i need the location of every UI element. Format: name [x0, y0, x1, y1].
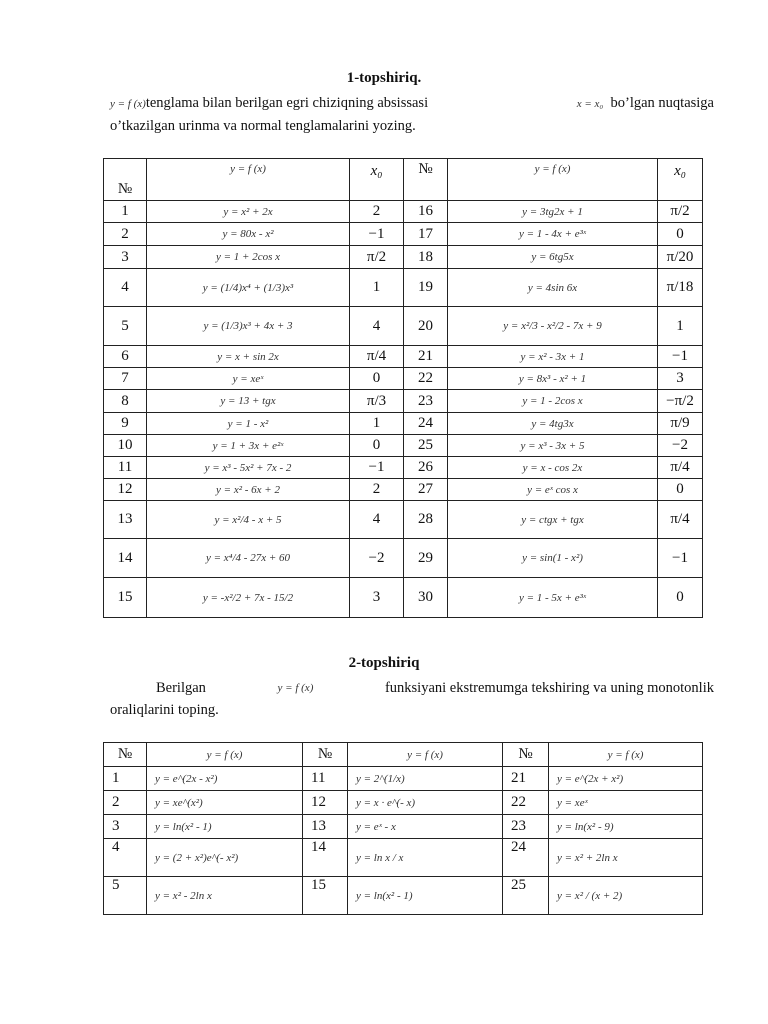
header-fx: y = f (x): [147, 159, 350, 201]
task1-instructions: [110, 92, 714, 137]
x0-cell: π/4: [658, 457, 703, 479]
function-cell: y = 4sin 6x: [448, 269, 658, 307]
function-cell: y = 4tg3x: [448, 413, 658, 435]
function-cell: y = sin(1 - x²): [448, 539, 658, 578]
table-row: [104, 839, 703, 877]
table-row: [104, 501, 703, 539]
x0-cell: −1: [350, 223, 404, 246]
function-cell: y = ln x / x: [348, 839, 503, 877]
task2-text-c: oraliqlarini toping.: [110, 702, 219, 718]
function-cell: y = -x²/2 + 7x - 15/2: [147, 578, 350, 618]
task2-text-a: Berilgan: [156, 680, 206, 696]
row-number: 9: [104, 413, 147, 435]
function-cell: y = 8x³ - x² + 1: [448, 368, 658, 390]
function-cell: y = x · e^(- x): [348, 791, 503, 815]
function-cell: y = 80x - x²: [147, 223, 350, 246]
task1-table: [103, 158, 703, 618]
table-row: [104, 457, 703, 479]
x0-cell: 1: [658, 307, 703, 346]
row-number: 20: [404, 307, 448, 346]
function-cell: y = 1 - 5x + e³ˣ: [448, 578, 658, 618]
header-num: №: [104, 743, 147, 767]
function-cell: y = xe^(x²): [147, 791, 303, 815]
function-cell: y = ctgx + tgx: [448, 501, 658, 539]
function-cell: y = ln(x² - 1): [348, 877, 503, 915]
x0-cell: π/20: [658, 246, 703, 269]
x0-cell: −1: [658, 539, 703, 578]
function-cell: y = 1 - x²: [147, 413, 350, 435]
row-number: 1: [104, 767, 147, 791]
x0-cell: 0: [658, 479, 703, 501]
task1-text-b: bo’lgan nuqtasiga: [610, 95, 714, 111]
function-cell: y = 2^(1/x): [348, 767, 503, 791]
row-number: 23: [503, 815, 549, 839]
function-cell: y = x²/3 - x²/2 - 7x + 9: [448, 307, 658, 346]
row-number: 2: [104, 223, 147, 246]
row-number: 3: [104, 246, 147, 269]
row-number: 10: [104, 435, 147, 457]
x0-cell: π/4: [350, 346, 404, 368]
row-number: 12: [104, 479, 147, 501]
task2-instructions: [110, 677, 714, 721]
row-number: 15: [104, 578, 147, 618]
x0-cell: −2: [350, 539, 404, 578]
table-header-row: [104, 743, 703, 767]
x0-cell: 2: [350, 201, 404, 223]
function-cell: y = (1/3)x³ + 4x + 3: [147, 307, 350, 346]
x0-cell: π/18: [658, 269, 703, 307]
table-row: [104, 246, 703, 269]
x0-cell: 4: [350, 501, 404, 539]
row-number: 2: [104, 791, 147, 815]
row-number: 7: [104, 368, 147, 390]
function-cell: y = x² - 3x + 1: [448, 346, 658, 368]
function-cell: y = (1/4)x⁴ + (1/3)x³: [147, 269, 350, 307]
task2-table: [103, 742, 703, 915]
row-number: 21: [404, 346, 448, 368]
function-cell: y = e^(2x - x²): [147, 767, 303, 791]
row-number: 22: [404, 368, 448, 390]
header-fx: y = f (x): [147, 743, 303, 767]
function-cell: y = x² + 2ln x: [549, 839, 703, 877]
row-number: 6: [104, 346, 147, 368]
x0-cell: π/2: [350, 246, 404, 269]
function-cell: y = x³ - 5x² + 7x - 2: [147, 457, 350, 479]
row-number: 27: [404, 479, 448, 501]
row-number: 4: [104, 269, 147, 307]
row-number: 17: [404, 223, 448, 246]
table-row: [104, 767, 703, 791]
header-fx-2: y = f (x): [348, 743, 503, 767]
x0-cell: π/2: [658, 201, 703, 223]
row-number: 13: [104, 501, 147, 539]
x0-cell: −1: [658, 346, 703, 368]
x0-cell: −π/2: [658, 390, 703, 413]
table-row: [104, 578, 703, 618]
x0-cell: −1: [350, 457, 404, 479]
function-cell: y = x² - 6x + 2: [147, 479, 350, 501]
x0-cell: 0: [350, 435, 404, 457]
table-row: [104, 413, 703, 435]
function-cell: y = ln(x² - 1): [147, 815, 303, 839]
x0-cell: 1: [350, 413, 404, 435]
header-num-2: №: [404, 159, 448, 201]
row-number: 21: [503, 767, 549, 791]
function-cell: y = 1 - 2cos x: [448, 390, 658, 413]
row-number: 16: [404, 201, 448, 223]
task2-title: 2-topshiriq: [348, 655, 420, 671]
function-cell: y = x²/4 - x + 5: [147, 501, 350, 539]
header-num-3: №: [503, 743, 549, 767]
row-number: 26: [404, 457, 448, 479]
function-cell: y = 1 + 3x + e²ˣ: [147, 435, 350, 457]
header-fx-3: y = f (x): [549, 743, 703, 767]
x0-cell: 1: [350, 269, 404, 307]
x0-cell: π/9: [658, 413, 703, 435]
row-number: 22: [503, 791, 549, 815]
row-number: 24: [404, 413, 448, 435]
function-cell: y = e^(2x + x²): [549, 767, 703, 791]
function-cell: y = ln(x² - 9): [549, 815, 703, 839]
row-number: 15: [303, 877, 348, 915]
row-number: 14: [303, 839, 348, 877]
table-row: [104, 307, 703, 346]
row-number: 1: [104, 201, 147, 223]
table-row: [104, 390, 703, 413]
table-row: [104, 877, 703, 915]
row-number: 18: [404, 246, 448, 269]
function-cell: y = eˣ cos x: [448, 479, 658, 501]
function-cell: y = x - cos 2x: [448, 457, 658, 479]
table-header-row: [104, 159, 703, 201]
function-cell: y = xeˣ: [147, 368, 350, 390]
row-number: 28: [404, 501, 448, 539]
row-number: 3: [104, 815, 147, 839]
table-row: [104, 269, 703, 307]
x0-cell: 0: [658, 578, 703, 618]
header-num-2: №: [303, 743, 348, 767]
row-number: 8: [104, 390, 147, 413]
x0-cell: 4: [350, 307, 404, 346]
x0-cell: 2: [350, 479, 404, 501]
function-cell: y = x² / (x + 2): [549, 877, 703, 915]
row-number: 23: [404, 390, 448, 413]
task2-formula: y = f (x): [277, 682, 314, 694]
table-row: [104, 368, 703, 390]
x0-cell: −2: [658, 435, 703, 457]
x0-cell: π/4: [658, 501, 703, 539]
row-number: 13: [303, 815, 348, 839]
function-cell: y = x + sin 2x: [147, 346, 350, 368]
function-cell: y = (2 + x²)e^(- x²): [147, 839, 303, 877]
row-number: 30: [404, 578, 448, 618]
function-cell: y = 3tg2x + 1: [448, 201, 658, 223]
row-number: 11: [104, 457, 147, 479]
table-row: [104, 815, 703, 839]
header-x0: x₀: [350, 159, 404, 201]
table-row: [104, 479, 703, 501]
function-cell: y = x³ - 3x + 5: [448, 435, 658, 457]
function-cell: y = eˣ - x: [348, 815, 503, 839]
task1-text-c: o’tkazilgan urinma va normal tenglamalarini yozing.: [110, 118, 416, 134]
row-number: 25: [503, 877, 549, 915]
header-num: №: [104, 159, 147, 201]
row-number: 11: [303, 767, 348, 791]
function-cell: y = 1 + 2cos x: [147, 246, 350, 269]
table-row: [104, 201, 703, 223]
x0-cell: π/3: [350, 390, 404, 413]
function-cell: y = x² - 2ln x: [147, 877, 303, 915]
function-cell: y = x⁴/4 - 27x + 60: [147, 539, 350, 578]
row-number: 19: [404, 269, 448, 307]
x0-cell: 0: [350, 368, 404, 390]
x0-cell: 3: [350, 578, 404, 618]
function-cell: y = x² + 2x: [147, 201, 350, 223]
table-row: [104, 346, 703, 368]
table-row: [104, 539, 703, 578]
task1-text-a: tenglama bilan berilgan egri chiziqning absissasi: [145, 95, 429, 111]
row-number: 5: [104, 877, 147, 915]
x0-cell: 3: [658, 368, 703, 390]
table-row: [104, 223, 703, 246]
function-cell: y = 6tg5x: [448, 246, 658, 269]
row-number: 5: [104, 307, 147, 346]
task2-text-b: funksiyani ekstremumga tekshiring va uning monotonlik: [384, 680, 714, 696]
table-row: [104, 791, 703, 815]
task1-x-eq: x = x₀: [576, 98, 604, 110]
row-number: 29: [404, 539, 448, 578]
row-number: 24: [503, 839, 549, 877]
task1-title: 1-topshiriq.: [346, 70, 422, 86]
task1-formula: y = f (x): [110, 98, 146, 110]
function-cell: y = 13 + tgx: [147, 390, 350, 413]
function-cell: y = xeˣ: [549, 791, 703, 815]
table-row: [104, 435, 703, 457]
header-fx-2: y = f (x): [448, 159, 658, 201]
x0-cell: 0: [658, 223, 703, 246]
row-number: 4: [104, 839, 147, 877]
function-cell: y = 1 - 4x + e³ˣ: [448, 223, 658, 246]
header-x0-2: x₀: [658, 159, 703, 201]
row-number: 25: [404, 435, 448, 457]
row-number: 14: [104, 539, 147, 578]
row-number: 12: [303, 791, 348, 815]
